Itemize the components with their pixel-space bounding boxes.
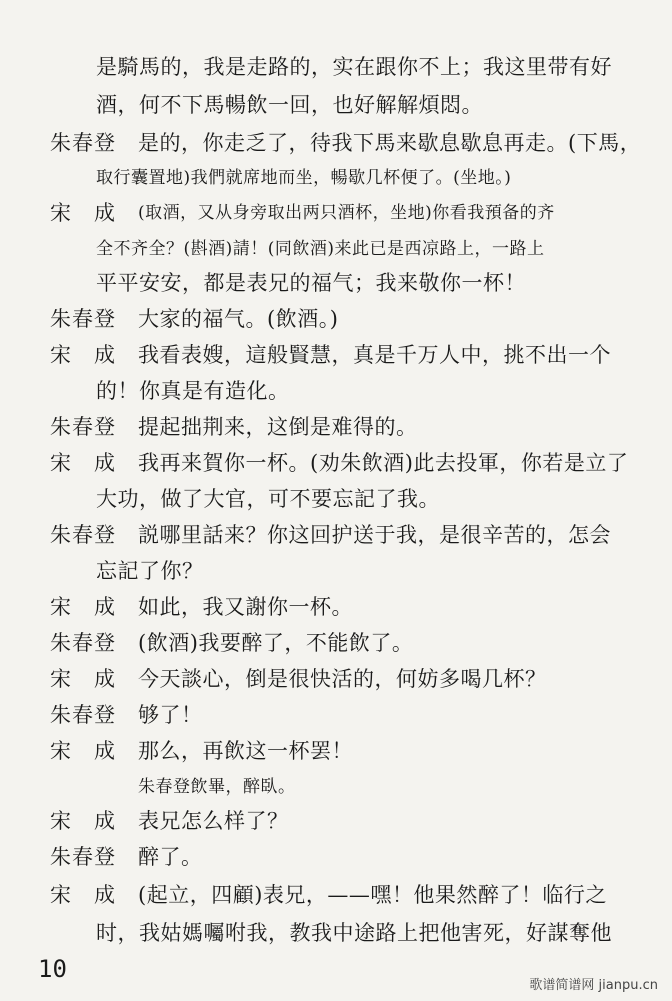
dialogue-text: 大功，做了大官，可不要忘記了我。: [96, 487, 440, 511]
stage-direction: 朱春登飲畢，醉臥。: [138, 777, 296, 797]
dialogue-text: 那么，再飲这一杯罢！: [138, 739, 353, 763]
dialogue-text: 酒，何不下馬暢飲一回，也好解解煩悶。: [96, 93, 483, 117]
dialogue-text: 如此，我又謝你一杯。: [138, 595, 353, 619]
dialogue-text: 是的，你走乏了，待我下馬来歇息歇息再走。(下馬，: [138, 131, 642, 155]
dialogue-text: 的！你真是有造化。: [96, 379, 290, 403]
speaker-name: 朱春登: [50, 523, 116, 547]
page-number: 10: [38, 955, 67, 983]
dialogue-text: 时，我姑媽囑咐我，教我中途路上把他害死，好謀奪他: [96, 921, 612, 945]
dialogue-text: 平平安安，都是表兄的福气；我来敬你一杯！: [96, 271, 526, 295]
speaker-name: 宋 成: [50, 667, 116, 691]
dialogue-text: (起立，四顧)表兄，——嘿！他果然醉了！临行之: [138, 883, 607, 907]
dialogue-text: (取酒，又从身旁取出两只酒杯，坐地)你看我預备的齐: [138, 203, 555, 223]
dialogue-text: (飲酒)我要醉了，不能飲了。: [138, 631, 414, 655]
dialogue-text: 大家的福气。(飲酒。): [138, 307, 339, 331]
speaker-name: 宋 成: [50, 883, 116, 907]
dialogue-text: 够了！: [138, 703, 203, 727]
speaker-name: 宋 成: [50, 739, 116, 763]
speaker-name: 朱春登: [50, 845, 116, 869]
speaker-name: 朱春登: [50, 307, 116, 331]
speaker-name: 宋 成: [50, 451, 116, 475]
dialogue-text: 是騎馬的，我是走路的，实在跟你不上；我这里带有好: [96, 55, 612, 79]
speaker-name: 朱春登: [50, 631, 116, 655]
speaker-name: 朱春登: [50, 703, 116, 727]
dialogue-text: 醉了。: [138, 845, 203, 869]
speaker-name: 宋 成: [50, 809, 116, 833]
dialogue-text: 取行囊置地)我們就席地而坐，暢歇几杯便了。(坐地。): [96, 168, 512, 188]
watermark: 歌谱简谱网 jianpu.cn: [529, 978, 658, 993]
dialogue-text: 全不齐全？(斟酒)請！(同飲酒)来此已是西凉路上，一路上: [96, 239, 545, 259]
speaker-name: 朱春登: [50, 415, 116, 439]
dialogue-text: 我看表嫂，這般賢慧，真是千万人中，挑不出一个: [138, 343, 611, 367]
dialogue-text: 表兄怎么样了？: [138, 809, 289, 833]
speaker-name: 宋 成: [50, 595, 116, 619]
dialogue-text: 提起拙荆来，这倒是难得的。: [138, 415, 418, 439]
speaker-name: 宋 成: [50, 343, 116, 367]
dialogue-text: 我再来賀你一杯。(劝朱飲酒)此去投軍，你若是立了: [138, 451, 629, 475]
dialogue-text: 今天談心，倒是很快活的，何妨多喝几杯？: [138, 667, 547, 691]
speaker-name: 宋 成: [50, 201, 116, 225]
dialogue-text: 説哪里話来？你这回护送于我，是很辛苦的，怎会: [138, 523, 611, 547]
speaker-name: 朱春登: [50, 131, 116, 155]
dialogue-text: 忘記了你？: [96, 559, 204, 583]
